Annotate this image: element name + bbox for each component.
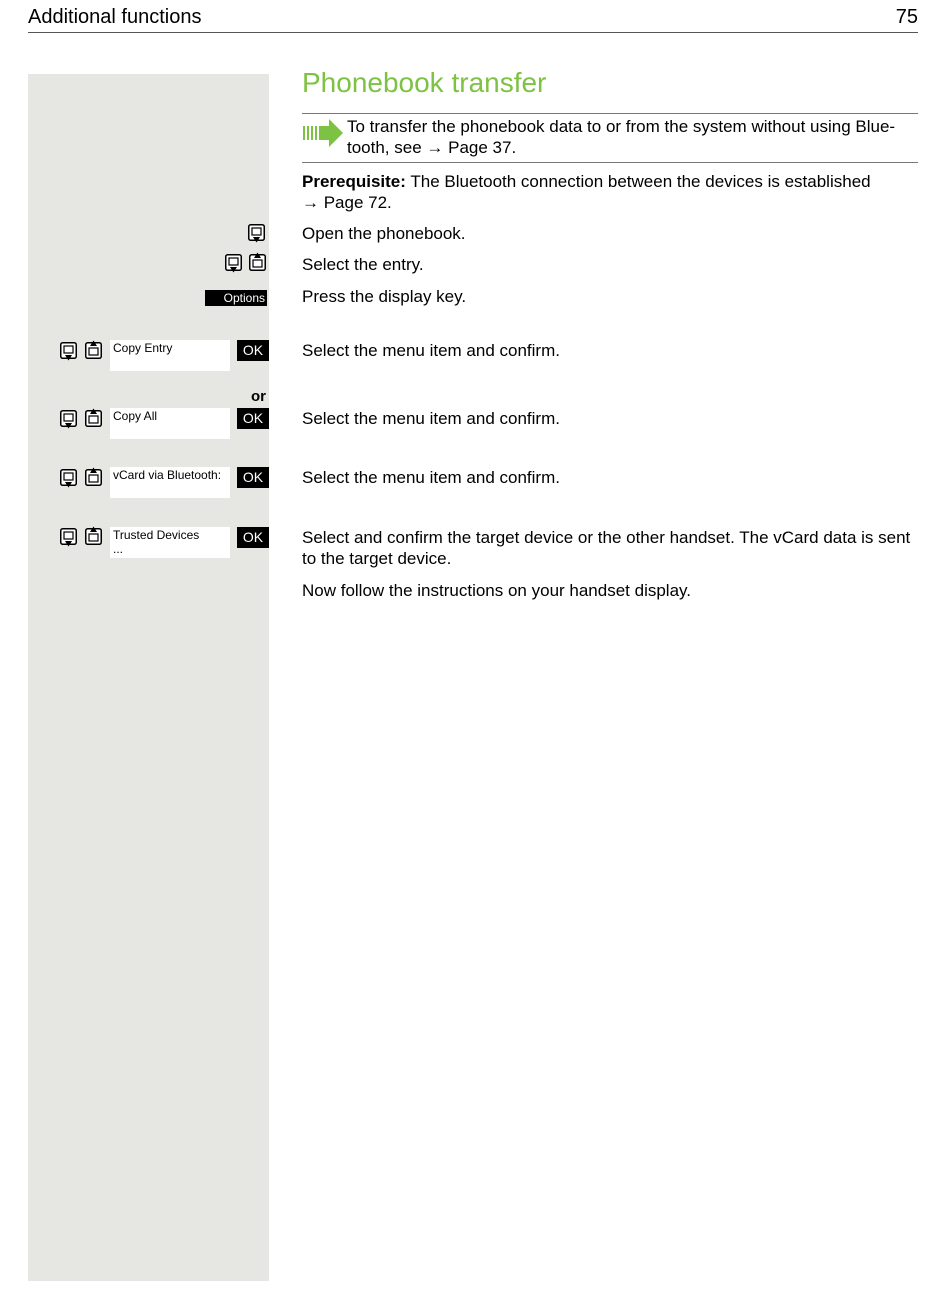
control-key-down-icon: [60, 469, 77, 488]
prerequisite: [302, 171, 918, 213]
header-title: Additional functions: [28, 6, 202, 28]
green-arrow-icon: [302, 118, 344, 153]
menu-item-label: Trusted Devices: [113, 528, 200, 542]
step-select-entry: Select the entry.: [302, 255, 424, 274]
menu-item-label: Copy All: [113, 409, 158, 423]
display-menu-item: [110, 340, 230, 371]
menu-item-more: ...: [113, 542, 124, 556]
control-key-down-icon: [60, 410, 77, 429]
control-key-down-icon: [60, 342, 77, 361]
or-label: or: [251, 388, 266, 405]
control-key-up-icon: [249, 252, 266, 271]
ok-key: OK: [237, 408, 269, 429]
step-press-display-key: Press the display key.: [302, 287, 467, 306]
control-key-down-icon: [60, 528, 77, 547]
note-line-1: To transfer the phonebook data to or from the system without using Blue-: [347, 117, 896, 136]
step-vcard-via-bluetooth: Select the menu item and confirm.: [302, 468, 560, 487]
note-bottom-rule: [302, 162, 918, 163]
note-line-2: tooth, see → Page 37.: [347, 138, 517, 157]
control-key-up-icon: [85, 408, 102, 427]
page-number: 75: [895, 6, 918, 28]
step-trusted-devices-line-1: Select and confirm the target device or the other handset. The vCard data is sent: [302, 528, 911, 547]
note-top-rule: [302, 113, 918, 114]
step-copy-all: Select the menu item and confirm.: [302, 409, 560, 428]
step-trusted-devices-line-2: to the target device.: [302, 549, 452, 568]
ok-key: OK: [237, 340, 269, 361]
step-copy-entry: Select the menu item and confirm.: [302, 341, 560, 360]
section-title: Phonebook transfer: [302, 67, 547, 98]
header-rule: [28, 32, 918, 33]
display-menu-item: [110, 467, 230, 498]
ok-key: OK: [237, 467, 269, 488]
prerequisite-line-2: → Page 72.: [302, 193, 392, 212]
options-display-key: Options: [205, 290, 267, 306]
final-instruction: Now follow the instructions on your handset display.: [302, 581, 691, 600]
prerequisite-label: Prerequisite:: [302, 172, 406, 191]
display-menu-item: [110, 527, 230, 558]
control-key-down-icon: [248, 224, 265, 243]
menu-item-label: Copy Entry: [113, 341, 173, 355]
ok-key: OK: [237, 527, 269, 548]
note-text: [347, 116, 917, 158]
prerequisite-line-1: The Bluetooth connection between the devices is established: [410, 172, 871, 191]
control-key-up-icon: [85, 526, 102, 545]
step-open-phonebook: Open the phonebook.: [302, 224, 466, 243]
control-key-up-icon: [85, 340, 102, 359]
control-key-down-icon: [225, 254, 242, 273]
menu-item-label: vCard via Bluetooth:: [113, 468, 222, 482]
step-trusted-devices: [302, 527, 918, 569]
display-menu-item: [110, 408, 230, 439]
control-key-up-icon: [85, 467, 102, 486]
